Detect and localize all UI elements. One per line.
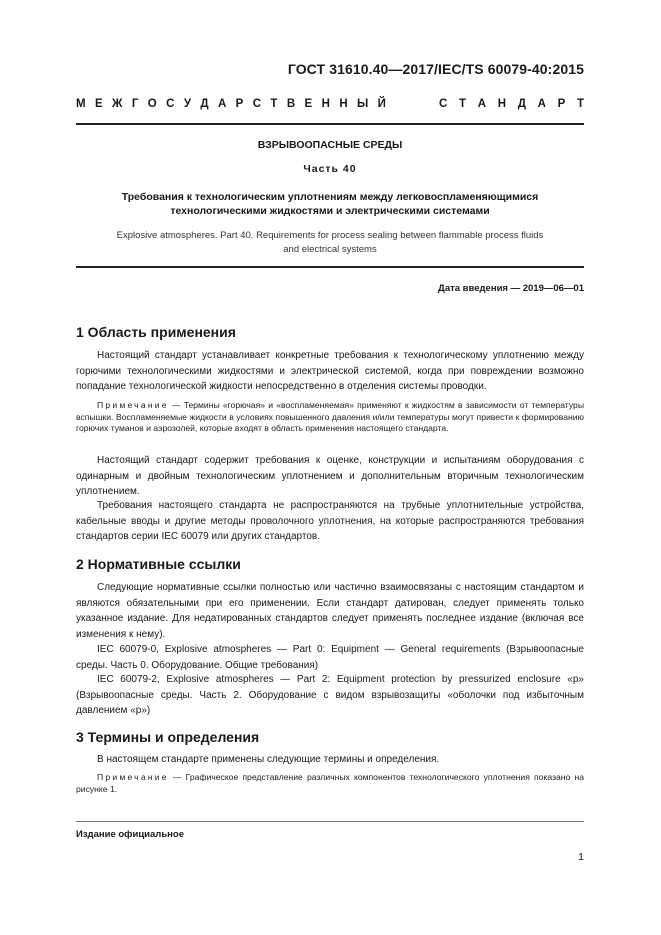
section-heading-terms: 3 Термины и определения — [76, 729, 260, 745]
banner-letter: Д — [517, 98, 526, 110]
banner-letter: А — [477, 98, 487, 110]
interstate-word — [76, 98, 386, 110]
document-code: ГОСТ 31610.40—2017/IEC/TS 60079-40:2015 — [287, 61, 584, 77]
title-rule — [76, 266, 584, 268]
official-edition-label: Издание официальное — [76, 829, 184, 840]
banner-letter: Й — [377, 98, 386, 110]
banner-letter: Р — [235, 98, 244, 110]
terms-note — [76, 772, 584, 795]
terms-paragraph: В настоящем стандарте применены следующие термины и определения. — [97, 754, 440, 765]
header-rule — [76, 123, 584, 125]
interstate-standard-banner — [76, 98, 584, 110]
banner-letter: Ж — [112, 98, 123, 110]
banner-letter: Г — [131, 98, 139, 110]
standard-word — [439, 98, 584, 110]
document-subtitle-en — [76, 229, 584, 257]
banner-letter: Е — [304, 98, 313, 110]
banner-letter: Н — [321, 98, 330, 110]
scope-note — [76, 400, 584, 435]
scope-paragraph: Настоящий стандарт содержит требования к оценке, конструкции и испытаниям оборудования с одинарным и двойным технологическим уплотнением и дополнительным вторичным технологическим уплотнением. — [76, 455, 584, 497]
introduction-date: Дата введения — 2019—06—01 — [438, 283, 584, 294]
banner-letter: М — [76, 98, 86, 110]
page-number: 1 — [578, 851, 584, 863]
references-paragraph: Следующие нормативные ссылки полностью или частично взаимосвязаны с настоящим стандартом и являются обязательными при его применении. Если стандарт датирован, следует применять только указанное издание. Для недатированных стандартов следует применять последнее издание (включая все изменения к нему). — [76, 582, 584, 640]
note-text: — Графическое представление различных компонентов технологического уплотнения показано на рисунке 1. — [76, 772, 584, 794]
document-part: Часть 40 — [303, 163, 357, 175]
subtitle-en-line: Explosive atmospheres. Part 40. Requirements for process sealing between flammable process fluids — [116, 230, 544, 241]
banner-letter: С — [166, 98, 175, 110]
banner-letter: В — [286, 98, 296, 110]
banner-letter: Т — [270, 98, 278, 110]
banner-letter: Е — [94, 98, 103, 110]
note-text: — Термины «горючая» и «воспламеняемая» применяют к жидкостям в зависимости от температуры вспышки. Воспламеняемые жидкости в условиях повышенного давления и/или температуры могут привести к формированию горючих туманов и аэрозолей, которые входят в область применения настоящего стандарта. — [76, 400, 584, 434]
banner-letter: С — [252, 98, 262, 110]
note-label: Примечание — [97, 772, 169, 782]
footer-rule — [76, 821, 584, 822]
banner-letter: Н — [497, 98, 507, 110]
subtitle-en-line: and electrical systems — [283, 244, 377, 255]
banner-letter: А — [217, 98, 227, 110]
banner-letter: Р — [557, 98, 566, 110]
banner-letter: С — [439, 98, 448, 110]
subtitle-ru-line: Требования к технологическим уплотнениям между легковоспламеняющимися — [121, 191, 539, 203]
subtitle-ru-line: технологическими жидкостями и электрическими системами — [170, 205, 490, 217]
banner-letter: Т — [459, 98, 467, 110]
banner-letter: Т — [576, 98, 584, 110]
reference-entry: IEC 60079-2, Explosive atmospheres — Part 2: Equipment protection by pressurized enclosure «p» (Взрывоопасные среды. Часть 2. Оборудование с видом взрывозащиты «оболочки под избыточным давлением «p») — [76, 674, 584, 716]
scope-paragraph: Требования настоящего стандарта не распространяются на трубные уплотнительные устройства, кабельные вводы и другие методы проволочного уплотнения, на которые распространяются требования стандартов серии IEC 60079 или других стандартов. — [76, 500, 584, 542]
banner-letter: О — [147, 98, 157, 110]
banner-letter: А — [537, 98, 546, 110]
document-title: ВЗРЫВООПАСНЫЕ СРЕДЫ — [257, 139, 403, 151]
note-label: Примечание — [97, 400, 169, 410]
document-subtitle-ru — [76, 190, 584, 218]
banner-letter: Д — [200, 98, 209, 110]
reference-entry: IEC 60079-0, Explosive atmospheres — Part 0: Equipment — General requirements (Взрывоопасные среды. Часть 0. Оборудование. Общие требования) — [76, 644, 584, 671]
banner-letter: Ы — [357, 98, 369, 110]
scope-paragraph: Настоящий стандарт устанавливает конкретные требования к технологическому уплотнению между горючими технологическими жидкостями и электрической системой, когда при повреждении возможно попадание технологической жидкости непосредственно в отделения системы проводки. — [76, 350, 584, 392]
section-heading-scope: 1 Область применения — [76, 324, 236, 340]
banner-letter: У — [183, 98, 191, 110]
section-heading-normative-references: 2 Нормативные ссылки — [76, 556, 241, 572]
banner-letter: Н — [339, 98, 348, 110]
